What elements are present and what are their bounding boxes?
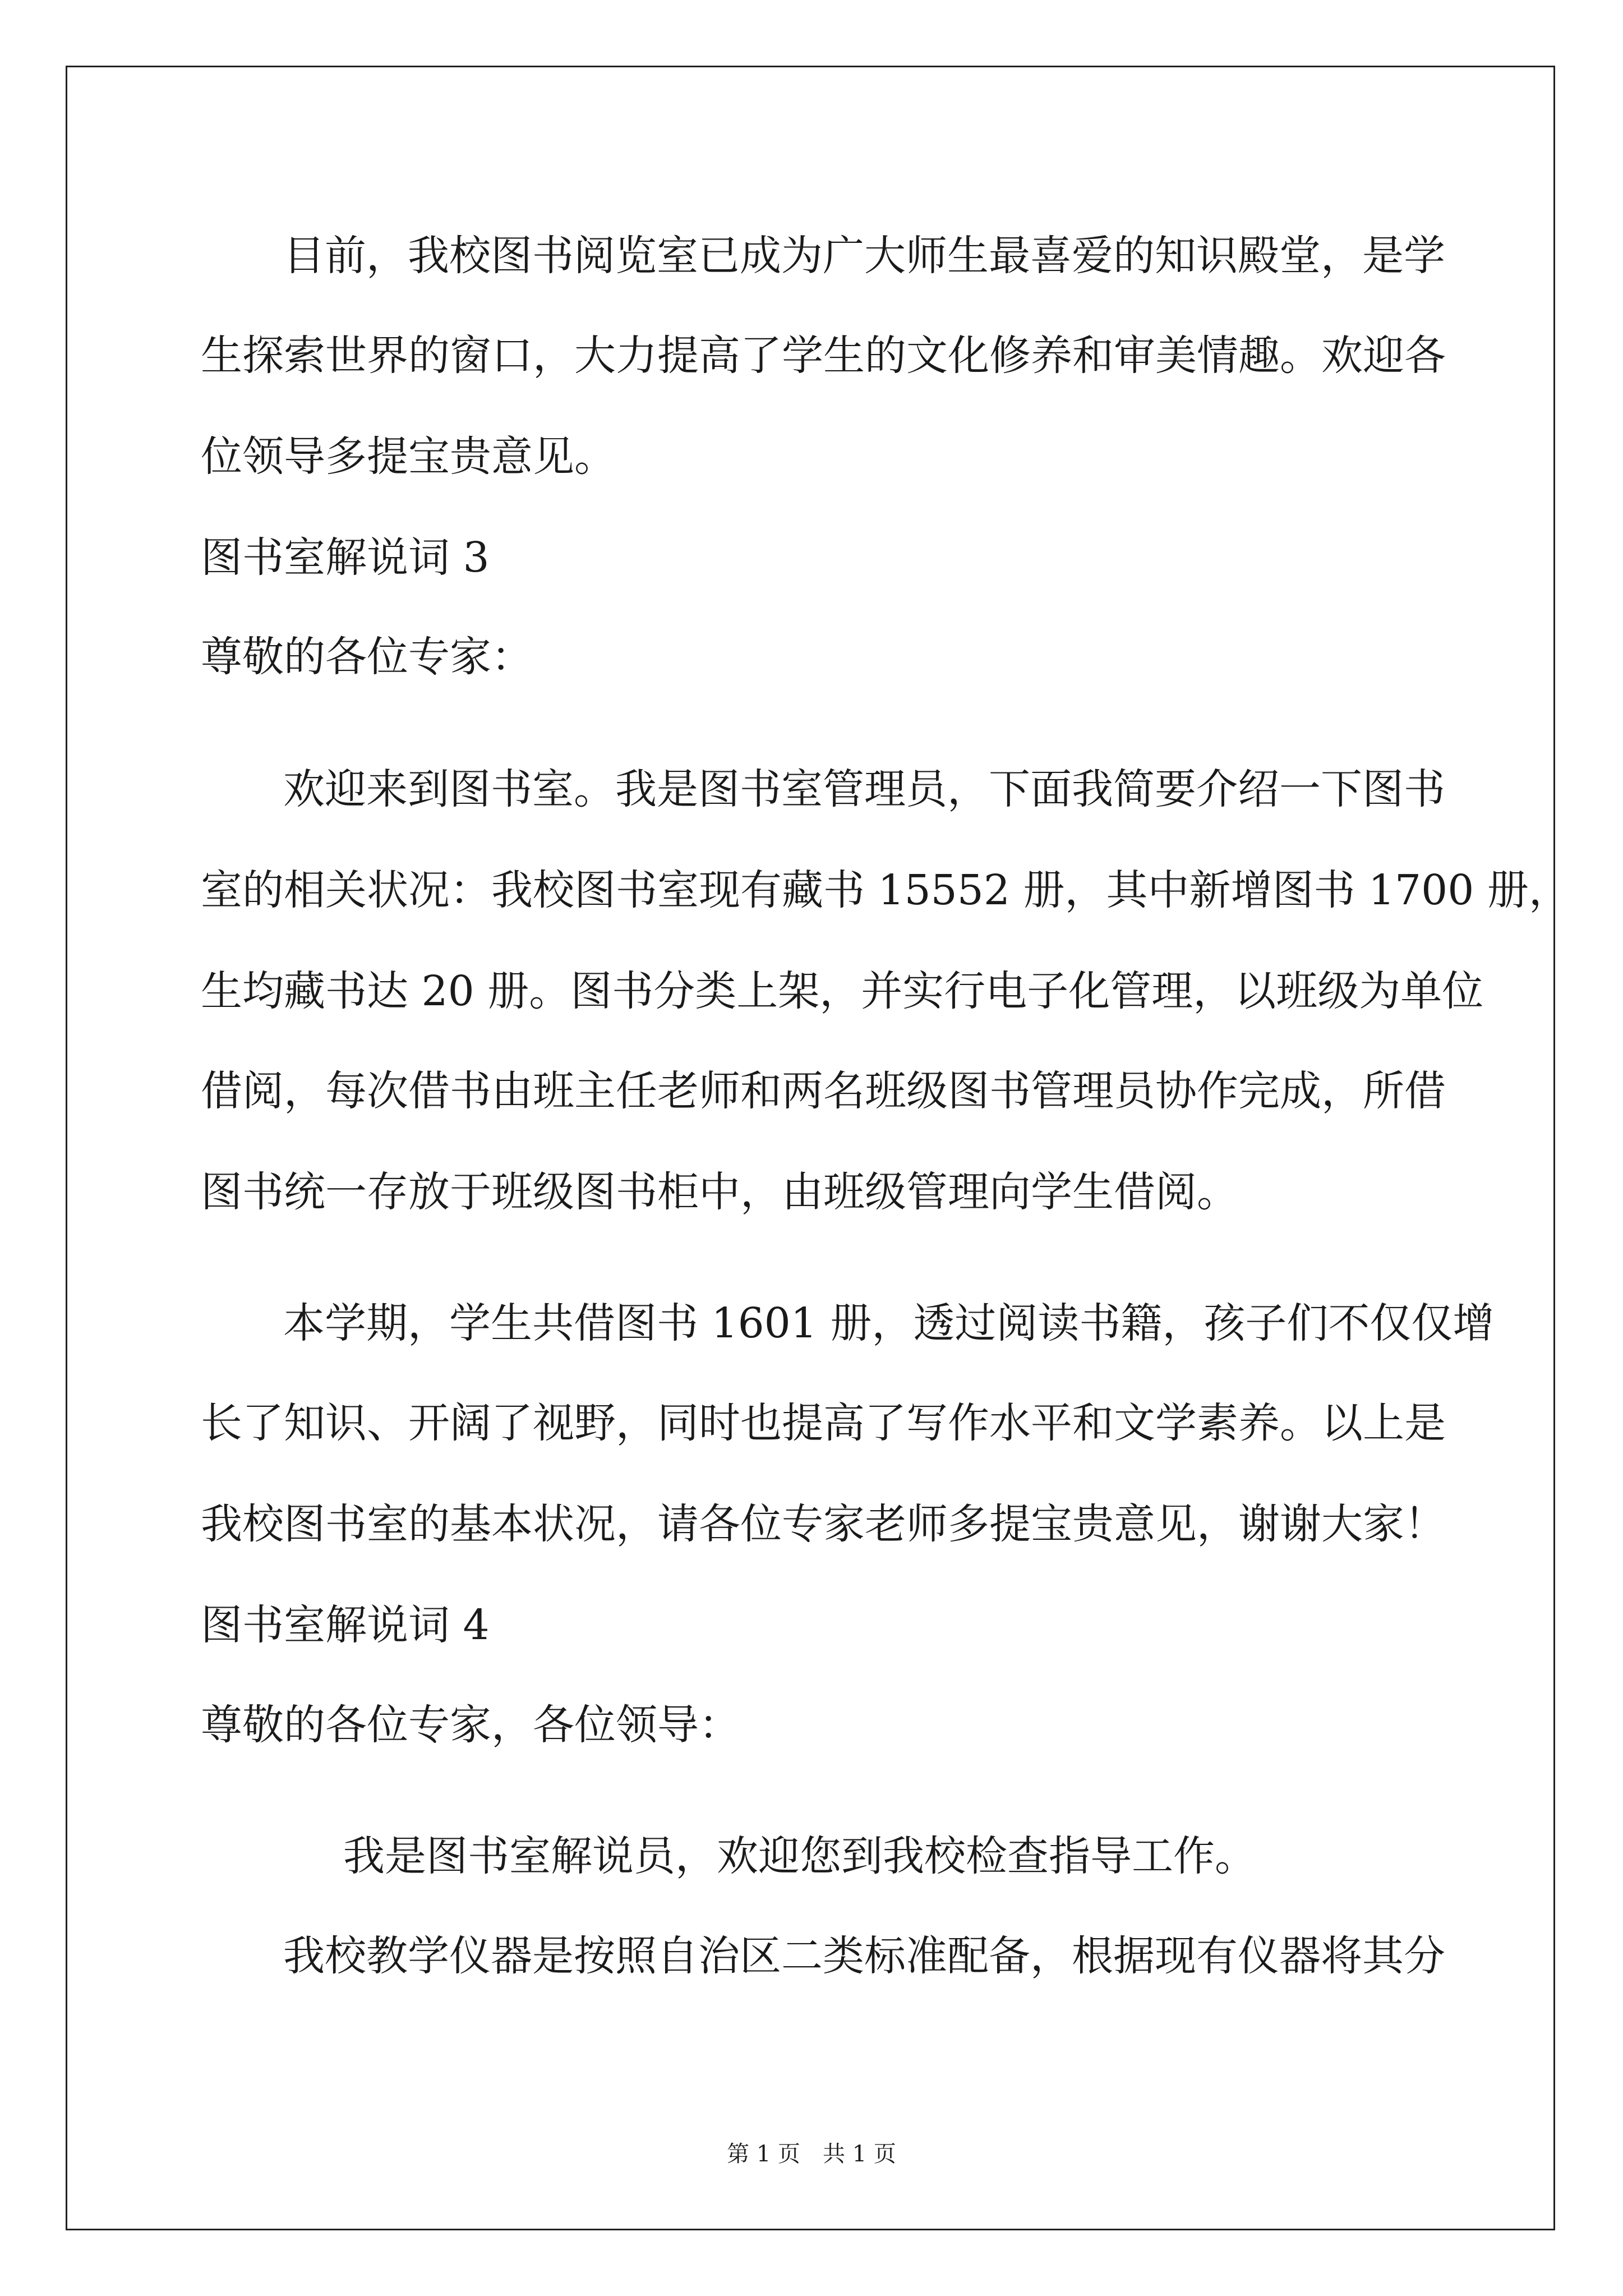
page-number-footer: 第 1 页 共 1 页 — [727, 2141, 896, 2167]
paragraph-line: 我是图书室解说员，欢迎您到我校检查指导工作。 — [343, 1832, 1256, 1880]
paragraph-line: 位领导多提宝贵意见。 — [201, 432, 616, 481]
paragraph-line: 本学期，学生共借图书 1601 册，透过阅读书籍，孩子们不仅仅增 — [283, 1299, 1495, 1347]
paragraph-line: 目前，我校图书阅览室已成为广大师生最喜爱的知识殿堂，是学 — [283, 232, 1445, 280]
paragraph-line: 欢迎来到图书室。我是图书室管理员，下面我简要介绍一下图书 — [283, 765, 1445, 813]
paragraph-line: 室的相关状况：我校图书室现有藏书 15552 册，其中新增图书 1700 册， — [201, 866, 1570, 914]
paragraph-line: 图书统一存放于班级图书柜中，由班级管理向学生借阅。 — [201, 1168, 1238, 1216]
paragraph-line: 生探索世界的窗口，大力提高了学生的文化修养和审美情趣。欢迎各 — [201, 332, 1446, 380]
paragraph-line: 我校教学仪器是按照自治区二类标准配备，根据现有仪器将其分 — [283, 1932, 1445, 1980]
section-heading: 图书室解说词 3 — [201, 533, 490, 582]
paragraph-line: 我校图书室的基本状况，请各位专家老师多提宝贵意见，谢谢大家！ — [201, 1500, 1446, 1548]
section-heading: 图书室解说词 4 — [201, 1601, 490, 1649]
page-border — [66, 66, 1570, 2230]
paragraph-line: 长了知识、开阔了视野，同时也提高了写作水平和文学素养。以上是 — [201, 1399, 1446, 1447]
salutation: 尊敬的各位专家，各位领导： — [201, 1701, 740, 1749]
paragraph-line: 借阅，每次借书由班主任老师和两名班级图书管理员协作完成，所借 — [201, 1067, 1446, 1115]
salutation: 尊敬的各位专家： — [201, 633, 533, 681]
paragraph-line: 生均藏书达 20 册。图书分类上架，并实行电子化管理，以班级为单位 — [201, 967, 1484, 1015]
